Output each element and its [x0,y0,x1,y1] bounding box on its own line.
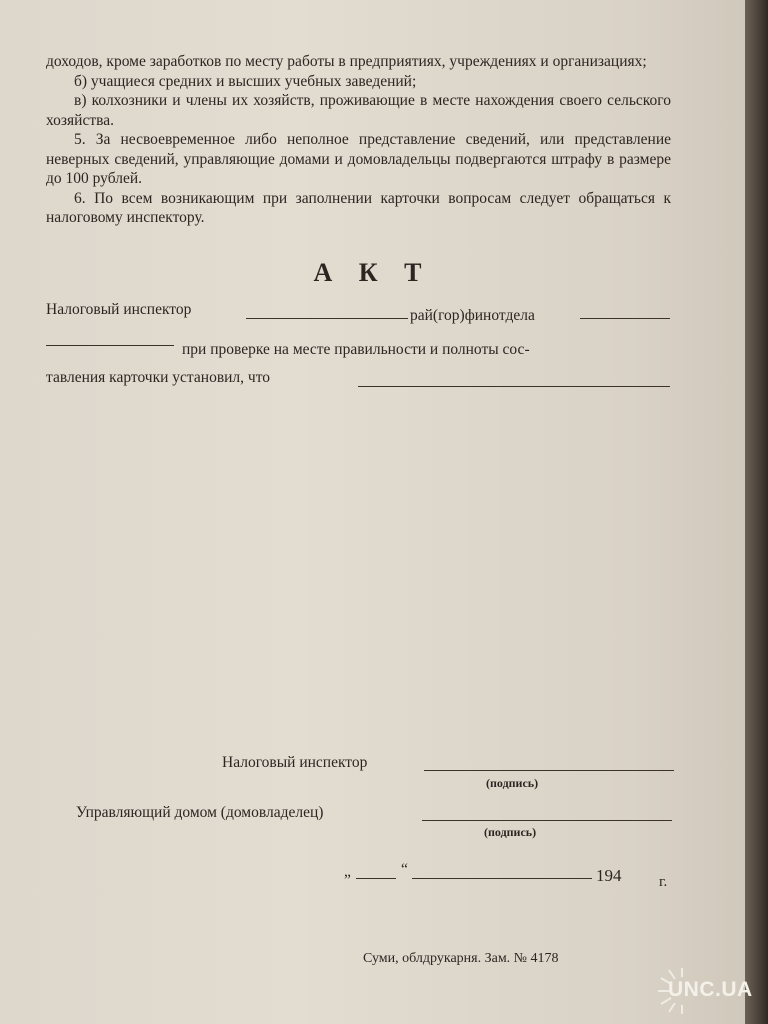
signature-hint-inspector: (подпись) [486,776,539,790]
paragraph-students: б) учащиеся средних и высших учебных заведений; [74,72,417,90]
act-dept-label: рай(гор)финотдела [410,307,535,324]
paragraph-questions: 6. По всем возникающим при заполнении карточки вопросам следует обращаться к налоговому инспектору. [46,189,671,226]
act-dept-field[interactable] [580,318,670,319]
act-inspector-name-field[interactable] [246,318,408,319]
signature-inspector-label: Налоговый инспектор [222,754,368,771]
date-month-field[interactable] [412,878,592,879]
printing-imprint: Суми, облдрукарня. Зам. № 4178 [363,951,559,966]
paragraph-penalty: 5. За несвоевременное либо неполное представление сведений, или представление неверных сведений, управляющие домами и домовладельцы подвергаются штрафу в размере до 100 рублей. [46,131,671,187]
book-cover-edge [745,0,768,1024]
paragraph-kolkhoz: в) колхозники и члены их хозяйств, проживающие в месте нахождения своего сельского хозяйства. [46,92,671,129]
text-block-top [46,52,671,228]
act-established-text: тавления карточки установил, что [46,369,271,386]
watermark-text: UNC.UA [668,978,753,1001]
signature-manager-label: Управляющий домом (домовладелец) [76,804,324,821]
act-title: А К Т [313,258,432,287]
signature-inspector-field[interactable] [424,770,674,771]
act-dept-field-continued[interactable] [46,345,174,346]
date-year-suffix: г. [659,874,668,890]
act-check-text: при проверке на месте правильности и полноты сос- [182,341,530,358]
signature-hint-manager: (подпись) [484,825,537,839]
date-quote-open: „ [344,863,351,880]
date-day-field[interactable] [356,878,396,879]
act-findings-field[interactable] [358,386,670,387]
act-inspector-label: Налоговый инспектор [46,301,192,318]
paragraph-income: доходов, кроме заработков по месту работы в предприятиях, учреждениях и организациях; [46,53,647,70]
signature-manager-field[interactable] [422,820,672,821]
date-year-prefix: 194 [596,866,622,885]
date-quote-close: “ [401,861,408,878]
